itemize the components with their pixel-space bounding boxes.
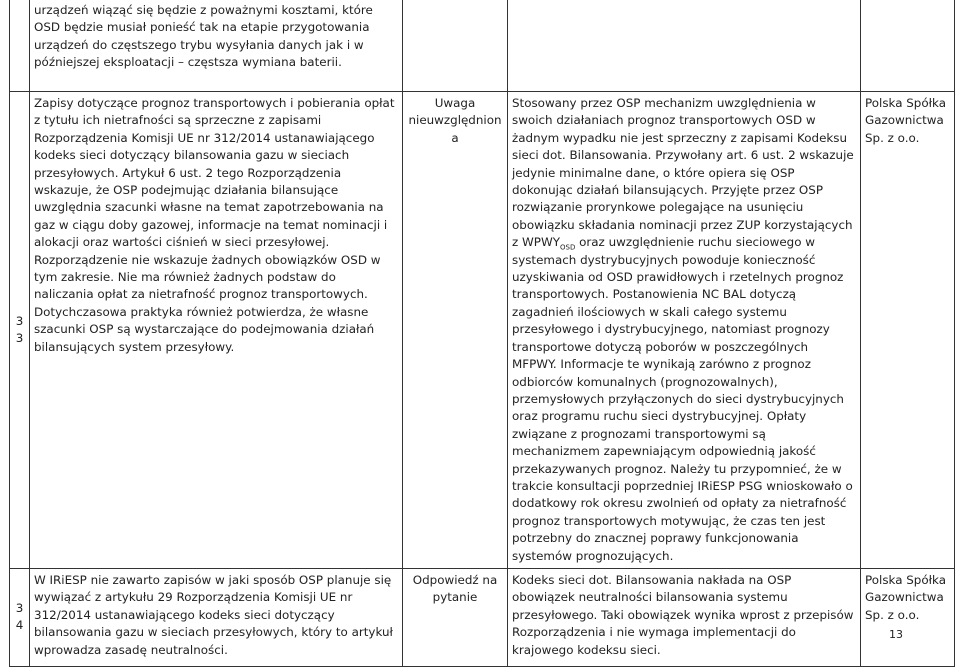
row-number: 34 xyxy=(10,568,30,666)
row-number xyxy=(10,0,30,92)
status-cell xyxy=(403,0,508,92)
response-cell xyxy=(508,0,861,92)
table-row xyxy=(10,568,955,666)
comment-cell: W IRiESP nie zawarto zapisów w jaki sposób OSP planuje się wywiązać z artykułu 29 Rozporządzenia Komisji UE nr 312/2014 ustanawiającego kodeks sieci dotyczący bilansowania gazu w sieciach przesyłowych, który to artykuł wprowadza zasadę neutralności. xyxy=(30,568,403,666)
table-row xyxy=(10,0,955,92)
comments-table xyxy=(9,0,955,667)
status-cell: Odpowiedź na pytanie xyxy=(403,568,508,666)
response-cell: Kodeks sieci dot. Bilansowania nakłada na OSP obowiązek neutralności bilansowania systemu przesyłowego. Taki obowiązek wynika wprost z przepisów Rozporządzenia i nie wymaga implementacji do krajowego kodeksu sieci. xyxy=(508,568,861,666)
row-number: 33 xyxy=(10,92,30,569)
response-text-part-1: Stosowany przez OSP mechanizm uwzględnienia w swoich działaniach prognoz transportowych OSD w żadnym wypadku nie jest sprzeczny z zapisami Kodeksu sieci dot. Bilansowania. Przywołany art. 6 ust. 2 wskazuje jedynie minimalne dane, o które opiera się OSP dokonując działań bilansujących. Przyjęte przez OSP rozwiązanie prorynkowe polegające na usunięciu obowiązku składania nominacji przez ZUP korzystających z WPWY xyxy=(512,96,854,250)
response-text-part-2: oraz uwzględnienie ruchu sieciowego w systemach dystrybucyjnych powoduje konieczność uzyskiwania od OSD prawidłowych i rzetelnych prognoz transportowych. Postanowienia NC BAL dotyczą zagadnień ilościowych w skali całego systemu przesyłowego i dystrybucyjnego, natomiast prognozy transportowe dotyczą poborów w poszczególnych MFPWY. Informacje te wynikają zarówno z prognoz odbiorców komunalnych (prognozowalnych), przemysłowych przyłączonych do sieci dystrybucyjnych oraz programu ruchu sieci dystrybucyjnej. Opłaty związane z prognozami transportowymi są mechanizmem zapewniającym odpowiednią jakość przekazywanych prognoz. Należy tu przypomnieć, że w trakcie konsultacji poprzedniej IRiESP PSG wnioskowało o dodatkowy rok okresu zwolnień od opłaty za nietrafność prognoz transportowych motywując, że czas ten jest potrzebny do znacznej poprawy funkcjonowania systemów prognozujących. xyxy=(512,235,853,563)
author-cell: Polska Spółka Gazownictwa Sp. z o.o. xyxy=(861,92,955,569)
response-subscript: OSD xyxy=(559,243,576,252)
page-number: 13 xyxy=(889,628,903,641)
status-cell: Uwaga nieuwzględniona xyxy=(403,92,508,569)
author-cell xyxy=(861,0,955,92)
author-cell: Polska Spółka Gazownictwa Sp. z o.o. xyxy=(861,568,955,666)
response-cell xyxy=(508,92,861,569)
table-row xyxy=(10,92,955,569)
comment-cell: urządzeń wiąząć się będzie z poważnymi kosztami, które OSD będzie musiał ponieść tak na etapie przygotowania urządzeń do częstszego trybu wysyłania danych jak i w późniejszej eksploatacji – częstsza wymiana baterii. xyxy=(30,0,403,92)
comment-cell: Zapisy dotyczące prognoz transportowych i pobierania opłat z tytułu ich nietrafności są sprzeczne z zapisami Rozporządzenia Komisji UE nr 312/2014 ustanawiającego kodeks sieci dotyczący bilansowania gazu w sieciach przesyłowych. Artykuł 6 ust. 2 tego Rozporządzenia wskazuje, że OSP podejmując działania bilansujące uwzględnia szacunki własne na temat zapotrzebowania na gaz w ciągu doby gazowej, informacje na temat nominacji i alokacji oraz wartości ciśnień w sieci przesyłowej. Rozporządzenie nie wskazuje żadnych obowiązków OSD w tym zakresie. Nie ma również żadnych podstaw do naliczania opłat za nietrafność prognoz transportowych. Dotychczasowa praktyka również potwierdza, że własne szacunki OSP są wystarczające do podejmowania działań bilansujących system przesyłowy. xyxy=(30,92,403,569)
